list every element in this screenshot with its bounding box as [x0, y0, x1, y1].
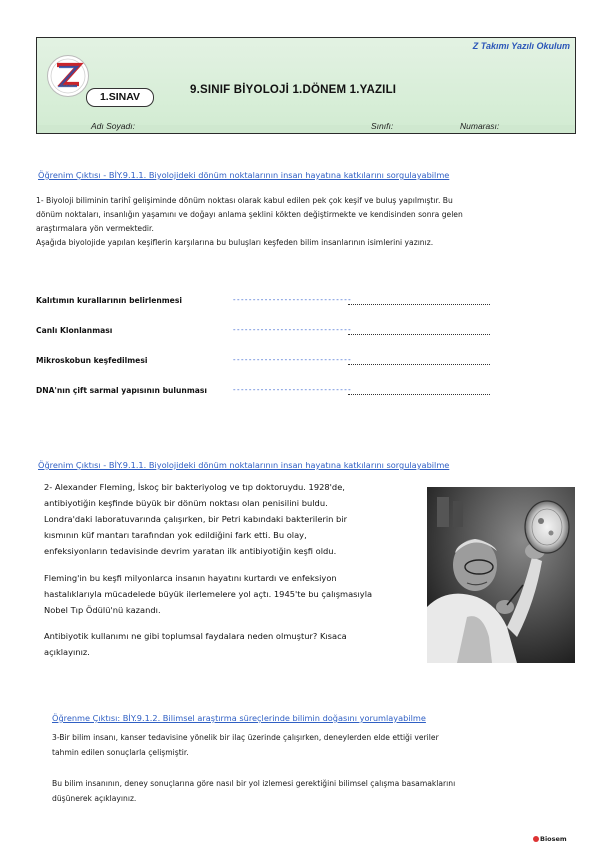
question-1-text: [36, 194, 576, 250]
learning-outcome-1-text: Öğrenim Çıktısı - BİY.9.1.1. Biyolojideki dönüm noktalarının insan hayatına katkılarını sorgulayabilme: [38, 170, 450, 180]
answer-dotted-line[interactable]: [348, 334, 490, 335]
question-2-line: enfeksiyonların tedavisinde devrim yaratan ilk antibiyotiğin keşfi oldu.: [44, 546, 337, 556]
learning-outcome-3-text: Öğrenme Çıktısı: BİY.9.1.2. Bilimsel araştırma süreçlerinde bilimin doğasını yorumlayabilme: [52, 713, 426, 723]
student-number-label: Numarası:: [460, 121, 500, 131]
answer-dash-line: ------------------------------: [232, 385, 352, 394]
discovery-row-label: Kalıtımın kurallarının belirlenmesi: [36, 296, 182, 305]
question-3-paragraph-2: [52, 776, 572, 806]
answer-dash-line: ------------------------------: [232, 355, 352, 364]
question-2-line: Antibiyotik kullanımı ne gibi toplumsal faydalara neden olmuştur? Kısaca: [44, 631, 347, 641]
brand-dot-icon: [533, 836, 539, 842]
footer-brand-text: Biosem: [540, 835, 567, 843]
question-2-line: 2- Alexander Fleming, İskoç bir bakteriyolog ve tıp doktoruydu. 1928'de,: [44, 482, 345, 492]
question-3-paragraph-1: [52, 730, 572, 760]
question-2-line: Londra'daki laboratuvarında çalışırken, bir Petri kabındaki bakterilerin bir: [44, 514, 348, 524]
student-name-label: Adı Soyadı:: [91, 121, 135, 131]
fleming-photo: [427, 487, 575, 663]
answer-dotted-line[interactable]: [348, 364, 490, 365]
learning-outcome-2-text: Öğrenim Çıktısı - BİY.9.1.1. Biyolojideki dönüm noktalarının insan hayatına katkılarını sorgulayabilme: [38, 460, 450, 470]
question-3-line: düşünerek açıklayınız.: [52, 794, 137, 803]
question-3-line: tahmin edilen sonuçlarla çelişmiştir.: [52, 748, 189, 757]
question-2-line: Nobel Tıp Ödülü'nü kazandı.: [44, 605, 161, 615]
answer-dash-line: ------------------------------: [232, 295, 352, 304]
question-2-paragraph-3: [44, 628, 424, 660]
question-2-line: Fleming'in bu keşfi milyonlarca insanın hayatını kurtardı ve enfeksiyon: [44, 573, 337, 583]
school-name: Z Takımı Yazılı Okulum: [472, 41, 570, 51]
discovery-row-label: Mikroskobun keşfedilmesi: [36, 356, 148, 365]
question-2-paragraph-2: [44, 570, 424, 618]
school-logo-icon: [47, 55, 89, 97]
question-3-line: Bu bilim insanının, deney sonuçlarına göre nasıl bir yol izlemesi gerektiğini bilimsel çalışma basamaklarını: [52, 779, 456, 788]
fleming-photo-illustration: [427, 487, 575, 663]
learning-outcome-1: [38, 170, 449, 180]
question-1-line: araştırmalara yön vermektedir.: [36, 224, 154, 233]
exam-number-badge: 1.SINAV: [86, 88, 154, 107]
question-2-line: kısmının küf mantarı tarafından yok edildiğini fark etti. Bu olay,: [44, 530, 307, 540]
question-2-line: hastalıklarıyla mücadelede büyük ilerlemelere yol açtı. 1945'te bu çalışmasıyla: [44, 589, 373, 599]
answer-dotted-line[interactable]: [348, 304, 490, 305]
discovery-row-label: DNA'nın çift sarmal yapısının bulunması: [36, 386, 207, 395]
learning-outcome-3: [52, 713, 426, 723]
footer-brand: [533, 835, 567, 843]
question-2-paragraph-1: [44, 479, 424, 559]
question-1-line: Aşağıda biyolojide yapılan keşiflerin karşılarına bu buluşları keşfeden bilim insanlarının isimlerini yazınız.: [36, 238, 434, 247]
question-1-line: dönüm noktaları, insanlığın yaşamını ve doğayı anlama şeklini kökten değiştirmekte ve kendisinden sonra gelen: [36, 210, 463, 219]
answer-dotted-line[interactable]: [348, 394, 490, 395]
learning-outcome-2: [38, 460, 449, 470]
class-label: Sınıfı:: [371, 121, 394, 131]
logo-caption: TAKIMI: [60, 84, 76, 88]
exam-title: 9.SINIF BİYOLOJİ 1.DÖNEM 1.YAZILI: [190, 84, 397, 96]
question-2-line: açıklayınız.: [44, 647, 90, 657]
answer-dash-line: ------------------------------: [232, 325, 352, 334]
question-1-line: 1- Biyoloji biliminin tarihî gelişiminde dönüm noktası olarak kabul edilen pek çok keşif ve buluş yapılmıştır. Bu: [36, 196, 453, 205]
discovery-row-label: Canlı Klonlanması: [36, 326, 113, 335]
question-2-line: antibiyotiğin keşfinde büyük bir dönüm noktası olan penisilini buldu.: [44, 498, 328, 508]
question-3-line: 3-Bir bilim insanı, kanser tedavisine yönelik bir ilaç üzerinde çalışırken, deneylerden elde ettiği veriler: [52, 733, 439, 742]
